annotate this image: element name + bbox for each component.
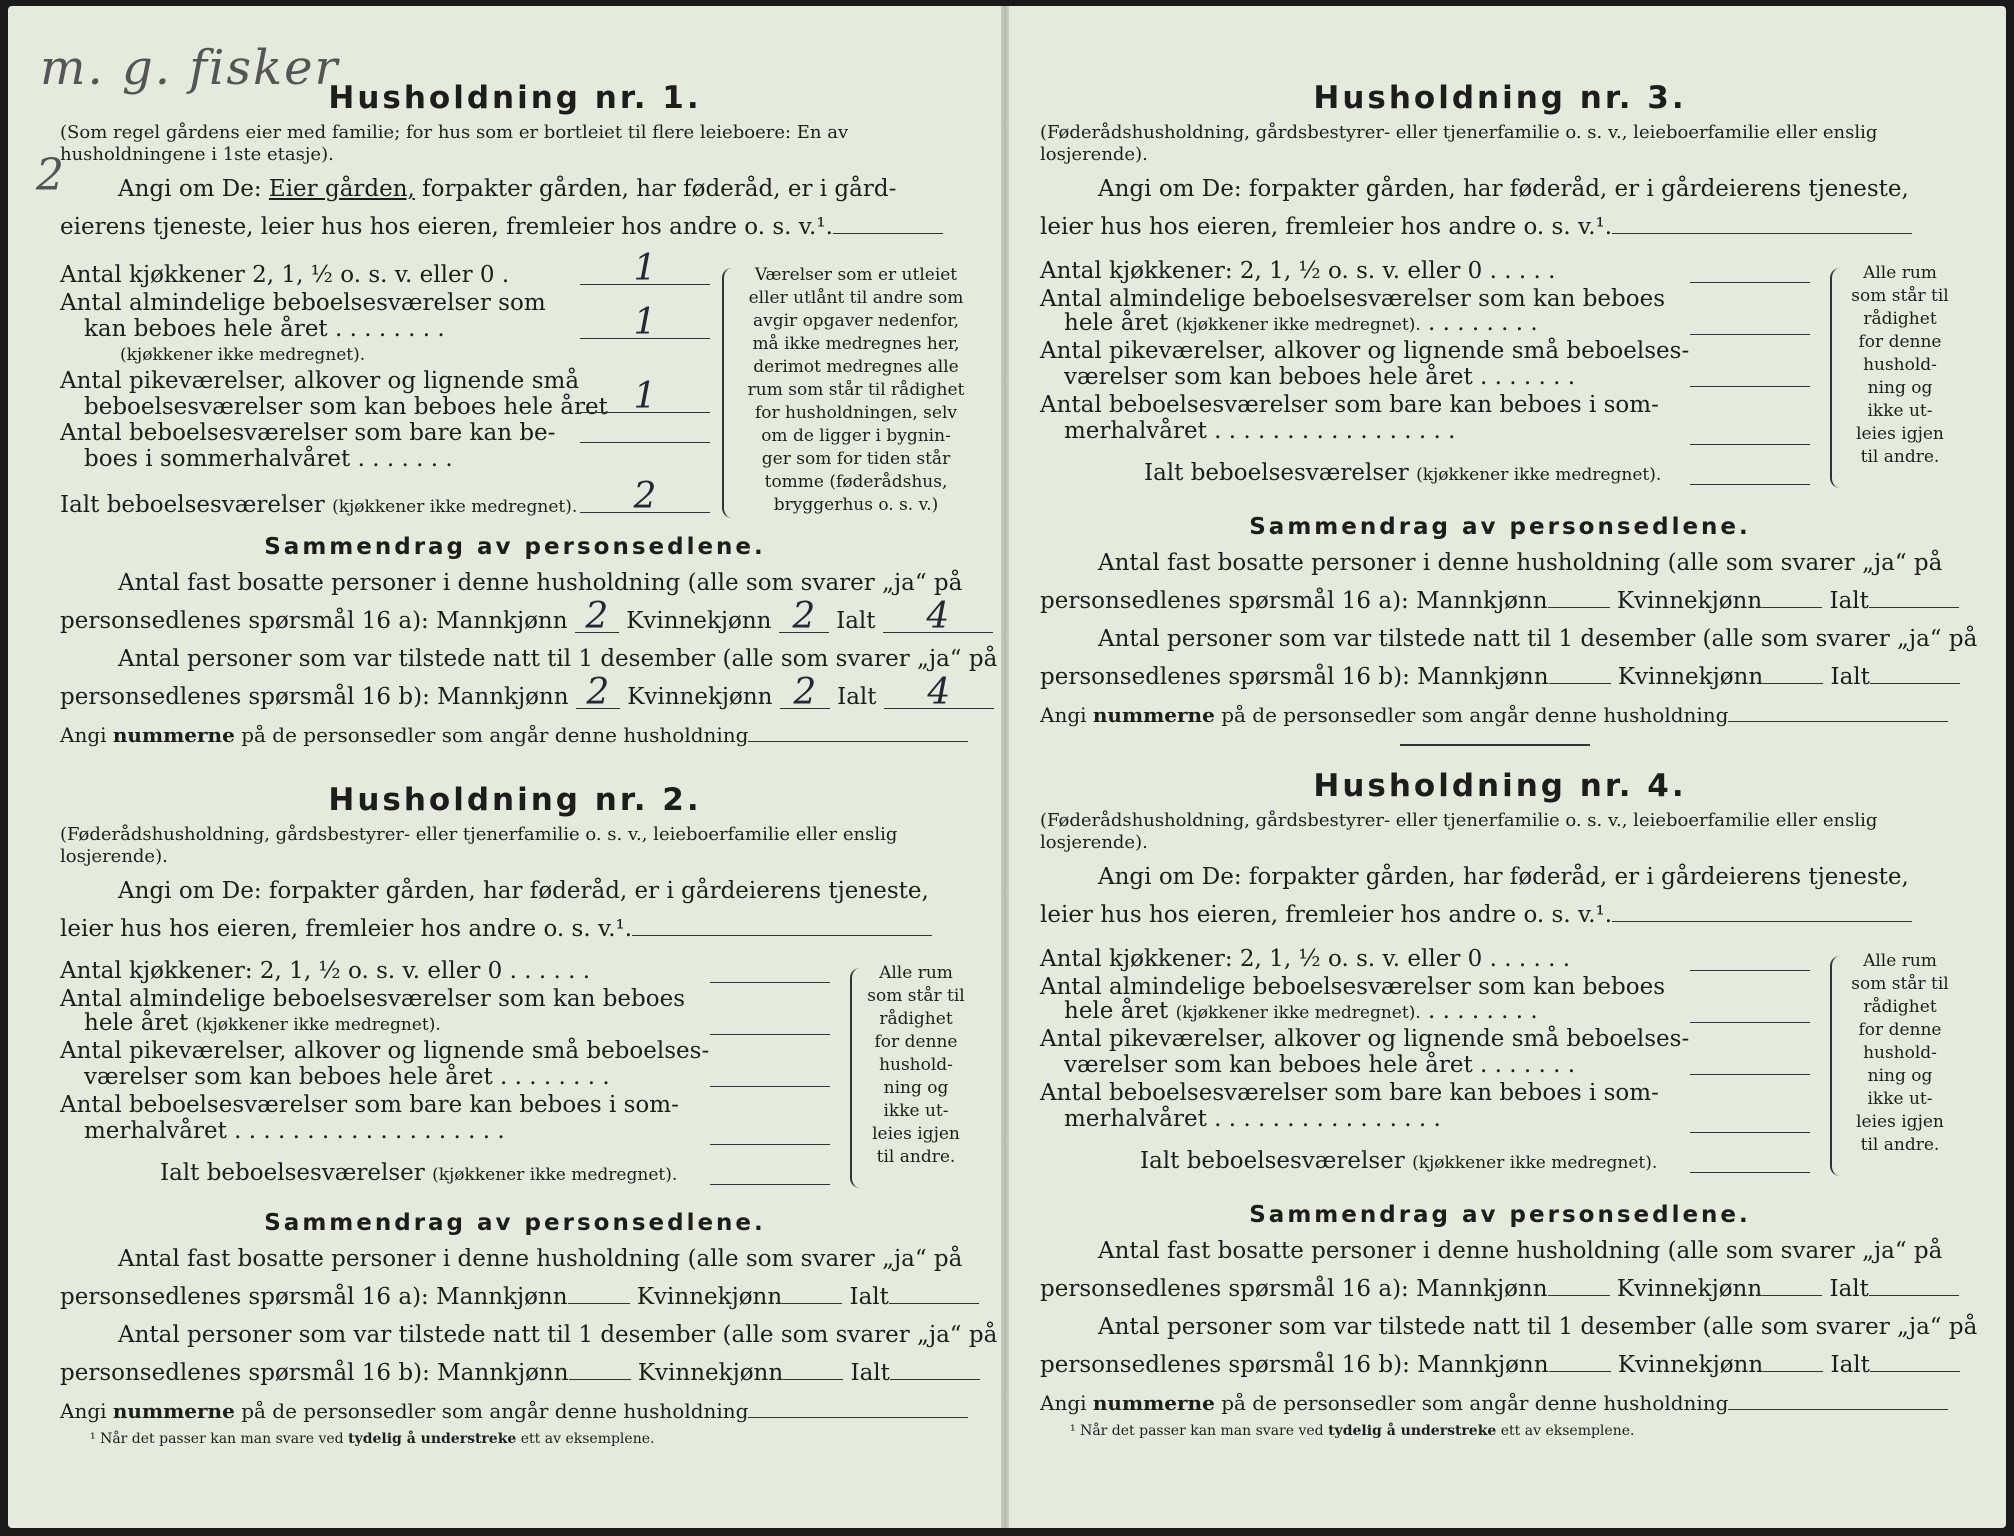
household-2-note: (Føderådshusholdning, gårdsbestyrer- eller tjenerfamilie o. s. v., leieboerfamilie eller enslig losjerende). bbox=[60, 824, 898, 867]
household-4-tilst-ialt[interactable] bbox=[1870, 1370, 1960, 1372]
household-4-tilst-kvinne[interactable] bbox=[1763, 1370, 1823, 1372]
household-3-fast-ialt[interactable] bbox=[1869, 606, 1959, 608]
household-3-nummerne: Angi nummerne på de personsedler som angår denne husholdning bbox=[1040, 696, 1960, 734]
household-3-note: (Føderådshusholdning, gårdsbestyrer- eller tjenerfamilie o. s. v., leieboerfamilie eller enslig losjerende). bbox=[1040, 122, 1878, 165]
household-4-nummerne: Angi nummerne på de personsedler som angår denne husholdning bbox=[1040, 1384, 1960, 1422]
household-1 bbox=[60, 78, 998, 754]
household-2-alm-field[interactable] bbox=[710, 1034, 830, 1035]
household-3-fast-kvinne[interactable] bbox=[1762, 606, 1822, 608]
household-3-summary: Sammendrag av personsedlene. Antal fast bosatte personer i denne husholdning (alle som svarer „ja“ på personsedlenes spørsmål 16 a): Mannkjønn Kvinnekjønn Ialt Antal personer som var tilstede natt til 1 desember (alle som svarer „ja“ på personsedlenes spørsmål 16 b): Mannkjønn Kvinnekjønn Ialt Angi nummerne på de personsedler som angår denne husholdning bbox=[1040, 510, 1960, 734]
household-4-side-note: Alle rum som står til rådighet for denne hushold- ning og ikke ut- leies igjen til andre. bbox=[1851, 951, 1949, 1155]
household-3-tilst-mann[interactable] bbox=[1549, 682, 1611, 684]
household-1-tilst-kvinne[interactable]: 2 bbox=[780, 678, 830, 709]
margin-note-handwritten: m. g. fisker bbox=[40, 40, 340, 96]
household-2-tilst-ialt[interactable] bbox=[890, 1378, 980, 1380]
household-4-note: (Føderådshusholdning, gårdsbestyrer- eller tjenerfamilie o. s. v., leieboerfamilie eller enslig losjerende). bbox=[1040, 810, 1878, 853]
household-2-rooms: Antal kjøkkener: 2, 1, ½ o. s. v. eller 0 . . . . . . Antal almindelige beboelsesværelser som kan beboes hele året (kjøkkener ikke medregnet). Antal pikeværelser, alkover og lignende små beboelses- værelser som kan beboes hele året . . . . . . . . Antal beboelsesværelser som bare kan beboes i som- merhalvåret . . . . . . . . . . . . . . . . . . . Ialt beboelsesværelser (kjøkkener ikke medregnet). Alle rum som står til rådighet for denne hushold- ning og ikke ut- leies igjen til andre. bbox=[60, 954, 970, 1190]
household-3: Husholdning nr. 3. (Føderådshusholdning, gårdsbestyrer- eller tjenerfamilie o. s. v., leieboerfamilie eller enslig losjerende). Angi om De: forpakter gården, har føderåd, er i gårdeierens tjeneste, leier hus hos eieren, fremleier hos andre o. s. v.¹. Antal kjøkkener: 2, 1, ½ o. s. v. eller 0 . . . . . Antal almindelige beboelsesværelser som kan beboes hele året (kjøkkener ikke medregnet). . . . . . . . . Antal pikeværelser, alkover og lignende små beboelses- værelser som kan beboes hele året . . . . . . . Antal beboelsesværelser som bare kan beboes i som- merhalvåret . . . . . . . . . . . . . . . . . Ialt beboelsesværelser (kjøkkener ikke medregnet). Alle rum som står til rådighet for denne hushold- ning og ikke ut- leies igjen til andre. Sammendrag av personsedlene. Antal fast bosatte personer i denne husholdning (alle som svarer „ja“ på personsedlenes spørsmål 16 a): Mannkjønn Kvinnekjønn Ialt Antal personer som var tilstede natt til 1 desember (alle som svarer „ja“ på personsedlenes spørsmål 16 b): Mannkjønn Kvinnekjønn Ialt Angi nummerne på de personsedler som angår denne husholdning bbox=[1040, 78, 1960, 734]
household-4-title: Husholdning nr. 4. bbox=[1313, 768, 1687, 804]
household-2-title: Husholdning nr. 2. bbox=[328, 782, 702, 818]
household-2-fast-kvinne[interactable] bbox=[782, 1302, 842, 1304]
household-3-ialt-field[interactable] bbox=[1690, 484, 1810, 485]
household-4: Husholdning nr. 4. (Føderådshusholdning, gårdsbestyrer- eller tjenerfamilie o. s. v., leieboerfamilie eller enslig losjerende). Angi om De: forpakter gården, har føderåd, er i gårdeierens tjeneste, leier hus hos eieren, fremleier hos andre o. s. v.¹. Antal kjøkkener: 2, 1, ½ o. s. v. eller 0 . . . . . . Antal almindelige beboelsesværelser som kan beboes hele året (kjøkkener ikke medregnet). . . . . . . . . Antal pikeværelser, alkover og lignende små beboelses- værelser som kan beboes hele året . . . . . . . Antal beboelsesværelser som bare kan beboes i som- merhalvåret . . . . . . . . . . . . . . . . Ialt beboelsesværelser (kjøkkener ikke medregnet). Alle rum som står til rådighet for denne hushold- ning og ikke ut- leies igjen til andre. Sammendrag av personsedlene. Antal fast bosatte personer i denne husholdning (alle som svarer „ja“ på personsedlenes spørsmål 16 a): Mannkjønn Kvinnekjønn Ialt Antal personer som var tilstede natt til 1 desember (alle som svarer „ja“ på personsedlenes spørsmål 16 b): Mannkjønn Kvinnekjønn Ialt Angi nummerne på de personsedler som angår denne husholdning ¹ Når det passer kan man svare ved tydelig å understreke ett av eksemplene. bbox=[1040, 768, 1978, 1439]
household-1-fast-ialt[interactable]: 4 bbox=[883, 602, 993, 633]
separator-rule bbox=[1400, 744, 1590, 746]
household-3-alm-field[interactable] bbox=[1690, 334, 1810, 335]
household-4-sommer-field[interactable] bbox=[1690, 1132, 1810, 1133]
household-1-angi-line2: eierens tjeneste, leier hus hos eieren, fremleier hos andre o. s. v.¹. bbox=[60, 208, 970, 246]
household-4-alm-field[interactable] bbox=[1690, 1022, 1810, 1023]
household-1-ialt-value[interactable]: 2 bbox=[580, 482, 710, 513]
household-2-kjokkener-field[interactable] bbox=[710, 982, 830, 983]
household-3-fast-mann[interactable] bbox=[1548, 606, 1610, 608]
household-2-tilst-kvinne[interactable] bbox=[783, 1378, 843, 1380]
household-2-sommer-field[interactable] bbox=[710, 1144, 830, 1145]
household-1-rooms: Antal kjøkkener 2, 1, ½ o. s. v. eller 0 . 1 Antal almindelige beboelsesværelser som kan beboes hele året . . . . . . . . (kjøkkener ikke medregnet). 1 Antal pikeværelser, alkover og lignende små beboelsesværelser som kan beboes hele året 1 Antal beboelsesværelser som bare kan be- boes i sommerhalvåret . . . . . . . Ialt beboelsesværelser (kjøkkener ikke medregnet). 2 Værelser som er utleiet eller utlånt til andre som avgir opgaver nedenfor, må ikke medregnes her, derimot medregnes alle rum som står til rådighet for husholdningen, selv om de ligger i bygnin- ger som for tiden står tomme (føderådshus, bryggerhus o. s. v.) bbox=[60, 254, 970, 504]
household-4-kjokkener-field[interactable] bbox=[1690, 970, 1810, 971]
household-1-tilst-mann[interactable]: 2 bbox=[576, 678, 620, 709]
household-2-pike-field[interactable] bbox=[710, 1086, 830, 1087]
household-4-footnote: ¹ Når det passer kan man svare ved tydelig å understreke ett av eksemplene. bbox=[1070, 1423, 1635, 1439]
eier-garden-underlined: Eier gården, bbox=[268, 176, 415, 202]
household-3-kjokkener-field[interactable] bbox=[1690, 282, 1810, 283]
household-1-fast-kvinne[interactable]: 2 bbox=[779, 602, 829, 633]
household-1-sommer-value[interactable] bbox=[580, 442, 710, 443]
household-4-summary-title: Sammendrag av personsedlene. bbox=[1249, 1202, 1751, 1228]
household-1-side-note: Værelser som er utleiet eller utlånt til andre som avgir opgaver nedenfor, må ikke medregnes her, derimot medregnes alle rum som står til rådighet for husholdningen, selv om de ligger i bygnin- ger som for tiden står tomme (føderådshus, bryggerhus o. s. v.) bbox=[747, 265, 965, 515]
household-3-tilst-kvinne[interactable] bbox=[1763, 682, 1823, 684]
household-1-summary-title: Sammendrag av personsedlene. bbox=[264, 534, 766, 560]
household-4-fast-kvinne[interactable] bbox=[1762, 1294, 1822, 1296]
household-2-footnote: ¹ Når det passer kan man svare ved tydelig å understreke ett av eksemplene. bbox=[90, 1431, 655, 1447]
household-1-tilst-ialt[interactable]: 4 bbox=[884, 678, 994, 709]
margin-number-handwritten: 2 bbox=[36, 150, 64, 201]
household-3-summary-title: Sammendrag av personsedlene. bbox=[1249, 514, 1751, 540]
household-2-fast-mann[interactable] bbox=[568, 1302, 630, 1304]
household-1-note: (Som regel gårdens eier med familie; for hus som er bortleiet til flere leieboere: En av husholdningene i 1ste etasje). bbox=[60, 122, 849, 165]
household-2-summary-title: Sammendrag av personsedlene. bbox=[264, 1210, 766, 1236]
household-4-tilst-mann[interactable] bbox=[1549, 1370, 1611, 1372]
household-2-ialt-field[interactable] bbox=[710, 1184, 830, 1185]
page-fold bbox=[1001, 6, 1009, 1528]
household-1-angi-line1: Angi om De: Eier gården, forpakter gården, har føderåd, er i gård- bbox=[118, 176, 897, 202]
household-2-fast-ialt[interactable] bbox=[889, 1302, 979, 1304]
household-4-rooms: Antal kjøkkener: 2, 1, ½ o. s. v. eller 0 . . . . . . Antal almindelige beboelsesværelser som kan beboes hele året (kjøkkener ikke medregnet). . . . . . . . . Antal pikeværelser, alkover og lignende små beboelses- værelser som kan beboes hele året . . . . . . . Antal beboelsesværelser som bare kan beboes i som- merhalvåret . . . . . . . . . . . . . . . . Ialt beboelsesværelser (kjøkkener ikke medregnet). Alle rum som står til rådighet for denne hushold- ning og ikke ut- leies igjen til andre. bbox=[1040, 942, 1960, 1178]
household-4-ialt-field[interactable] bbox=[1690, 1172, 1810, 1173]
household-2-side-note: Alle rum som står til rådighet for denne hushold- ning og ikke ut- leies igjen til andre. bbox=[867, 963, 965, 1167]
household-3-title: Husholdning nr. 3. bbox=[1313, 80, 1687, 116]
household-4-fast-ialt[interactable] bbox=[1869, 1294, 1959, 1296]
household-4-fast-mann[interactable] bbox=[1548, 1294, 1610, 1296]
household-2: Husholdning nr. 2. (Føderådshusholdning, gårdsbestyrer- eller tjenerfamilie o. s. v., leieboerfamilie eller enslig losjerende). Angi om De: forpakter gården, har føderåd, er i gårdeierens tjeneste, leier hus hos eieren, fremleier hos andre o. s. v.¹. Antal kjøkkener: 2, 1, ½ o. s. v. eller 0 . . . . . . Antal almindelige beboelsesværelser som kan beboes hele året (kjøkkener ikke medregnet). Antal pikeværelser, alkover og lignende små beboelses- værelser som kan beboes hele året . . . . . . . . Antal beboelsesværelser som bare kan beboes i som- merhalvåret . . . . . . . . . . . . . . . . . . . Ialt beboelsesværelser (kjøkkener ikke medregnet). Alle rum som står til rådighet for denne hushold- ning og ikke ut- leies igjen til andre. Sammendrag av personsedlene. Antal fast bosatte personer i denne husholdning (alle som svarer „ja“ på personsedlenes spørsmål 16 a): Mannkjønn Kvinnekjønn Ialt Antal personer som var tilstede natt til 1 desember (alle som svarer „ja“ på personsedlenes spørsmål 16 b): Mannkjønn Kvinnekjønn Ialt Angi nummerne på de personsedler som angår denne husholdning ¹ Når det passer kan man svare ved tydelig å understreke ett av eksemplene. bbox=[60, 782, 998, 1447]
household-3-pike-field[interactable] bbox=[1690, 386, 1810, 387]
household-1-summary: Sammendrag av personsedlene. Antal fast bosatte personer i denne husholdning (alle som svarer „ja“ på personsedlenes spørsmål 16 a): Mannkjønn 2 Kvinnekjønn 2 Ialt 4 Antal personer som var tilstede natt til 1 desember (alle som svarer „ja“ på personsedlenes spørsmål 16 b): Mannkjønn 2 Kvinnekjønn 2 Ialt 4 Angi nummerne på de personsedler som angår denne husholdning bbox=[60, 530, 970, 754]
household-1-pike-value[interactable]: 1 bbox=[580, 382, 710, 413]
household-2-summary: Sammendrag av personsedlene. Antal fast bosatte personer i denne husholdning (alle som svarer „ja“ på personsedlenes spørsmål 16 a): Mannkjønn Kvinnekjønn Ialt Antal personer som var tilstede natt til 1 desember (alle som svarer „ja“ på personsedlenes spørsmål 16 b): Mannkjønn Kvinnekjønn Ialt Angi nummerne på de personsedler som angår denne husholdning ¹ Når det passer kan man svare ved tydelig å understreke ett av eksemplene. bbox=[60, 1206, 970, 1448]
household-1-fast-mann[interactable]: 2 bbox=[575, 602, 619, 633]
household-1-kjokkener-value[interactable]: 1 bbox=[580, 254, 710, 285]
household-1-nummerne: Angi nummerne på de personsedler som angår denne husholdning bbox=[60, 716, 970, 754]
household-1-title: Husholdning nr. 1. bbox=[328, 80, 702, 116]
household-2-nummerne: Angi nummerne på de personsedler som angår denne husholdning bbox=[60, 1392, 970, 1430]
household-3-tilst-ialt[interactable] bbox=[1870, 682, 1960, 684]
household-3-rooms: Antal kjøkkener: 2, 1, ½ o. s. v. eller 0 . . . . . Antal almindelige beboelsesværelser som kan beboes hele året (kjøkkener ikke medregnet). . . . . . . . . Antal pikeværelser, alkover og lignende små beboelses- værelser som kan beboes hele året . . . . . . . Antal beboelsesværelser som bare kan beboes i som- merhalvåret . . . . . . . . . . . . . . . . . Ialt beboelsesværelser (kjøkkener ikke medregnet). Alle rum som står til rådighet for denne hushold- ning og ikke ut- leies igjen til andre. bbox=[1040, 254, 1960, 490]
household-3-sommer-field[interactable] bbox=[1690, 444, 1810, 445]
household-3-side-note: Alle rum som står til rådighet for denne hushold- ning og ikke ut- leies igjen til andre. bbox=[1851, 263, 1949, 467]
household-1-alm-value[interactable]: 1 bbox=[580, 308, 710, 339]
household-4-summary: Sammendrag av personsedlene. Antal fast bosatte personer i denne husholdning (alle som svarer „ja“ på personsedlenes spørsmål 16 a): Mannkjønn Kvinnekjønn Ialt Antal personer som var tilstede natt til 1 desember (alle som svarer „ja“ på personsedlenes spørsmål 16 b): Mannkjønn Kvinnekjønn Ialt Angi nummerne på de personsedler som angår denne husholdning ¹ Når det passer kan man svare ved tydelig å understreke ett av eksemplene. bbox=[1040, 1198, 1960, 1440]
household-2-tilst-mann[interactable] bbox=[569, 1378, 631, 1380]
household-4-pike-field[interactable] bbox=[1690, 1074, 1810, 1075]
